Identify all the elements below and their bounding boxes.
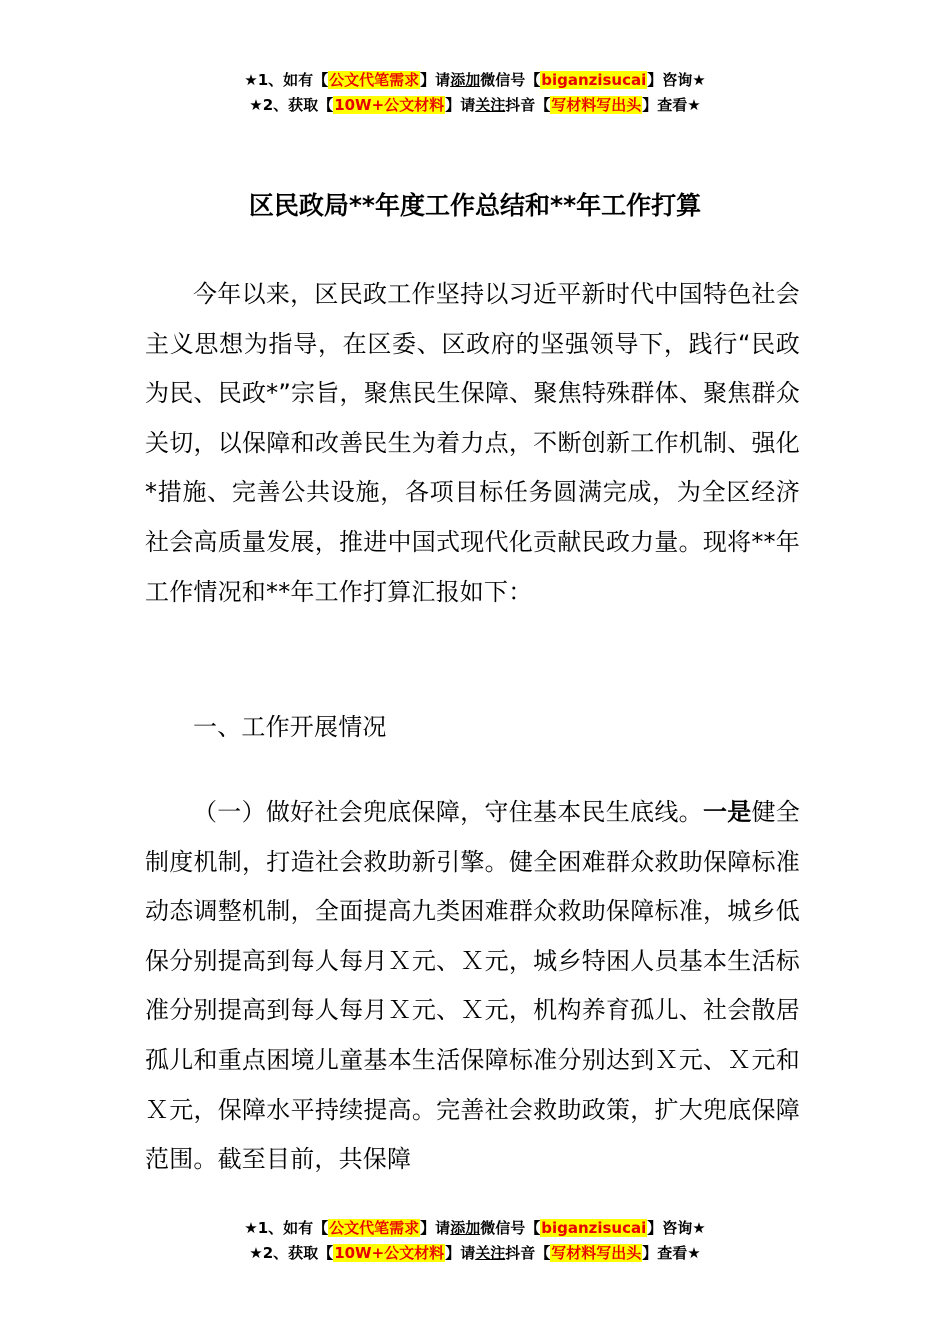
highlight-service: 公文代笔需求 (329, 1219, 420, 1237)
body-text: （一）做好社会兜底保障，守住基本民生底线。一是健全制度机制，打造社会救助新引擎。健全困难群众救助保障标准动态调整机制，全面提高九类困难群众救助保障标准，城乡低保分别提高到每人每月Ｘ元、Ｘ元，城乡特困人员基本生活标准分别提高到每人每月Ｘ元、Ｘ元，机构养育孤儿、社会散居孤儿和重点困境儿童基本生活保障标准分别达到Ｘ元、Ｘ元和Ｘ元，保障水平持续提高。完善社会救助政策，扩大兜底保障范围。截至目前，共保障 (145, 798, 800, 1174)
intro-text: 今年以来，区民政工作坚持以习近平新时代中国特色社会主义思想为指导，在区委、区政府的坚强领导下，践行“民政为民、民政*”宗旨，聚焦民生保障、聚焦特殊群体、聚焦群众关切，以保障和改善民生为着力点，不断创新工作机制、强化*措施、完善公共设施，各项目标任务圆满完成，为全区经济社会高质量发展，推进中国式现代化贡献民政力量。现将**年工作情况和**年工作打算汇报如下： (145, 280, 800, 606)
highlight-wechat-id: biganzisucai (541, 71, 647, 89)
highlight-materials: 10W+公文材料 (334, 1244, 445, 1262)
document-title: 区民政局**年度工作总结和**年工作打算 (248, 191, 702, 220)
banner-line-1: ★1、如有【公文代笔需求】请添加微信号【biganzisucai】咨询★ (244, 71, 706, 89)
banner-line-2: ★2、获取【10W+公文材料】请关注抖音【写材料写出头】查看★ (249, 96, 701, 114)
bottom-banner (0, 1216, 950, 1266)
banner-line-2: ★2、获取【10W+公文材料】请关注抖音【写材料写出头】查看★ (249, 1244, 701, 1262)
section-heading-text: 一、工作开展情况 (193, 713, 387, 741)
banner-line-1: ★1、如有【公文代笔需求】请添加微信号【biganzisucai】咨询★ (244, 1219, 706, 1237)
highlight-wechat-id: biganzisucai (541, 1219, 647, 1237)
top-banner (0, 68, 950, 118)
bold-marker: 一是 (702, 798, 752, 826)
intro-paragraph (145, 270, 800, 617)
highlight-service: 公文代笔需求 (329, 71, 420, 89)
highlight-materials: 10W+公文材料 (334, 96, 445, 114)
highlight-douyin: 写材料写出头 (551, 1244, 642, 1262)
body-paragraph (145, 788, 800, 1185)
section-heading (145, 703, 800, 753)
highlight-douyin: 写材料写出头 (551, 96, 642, 114)
